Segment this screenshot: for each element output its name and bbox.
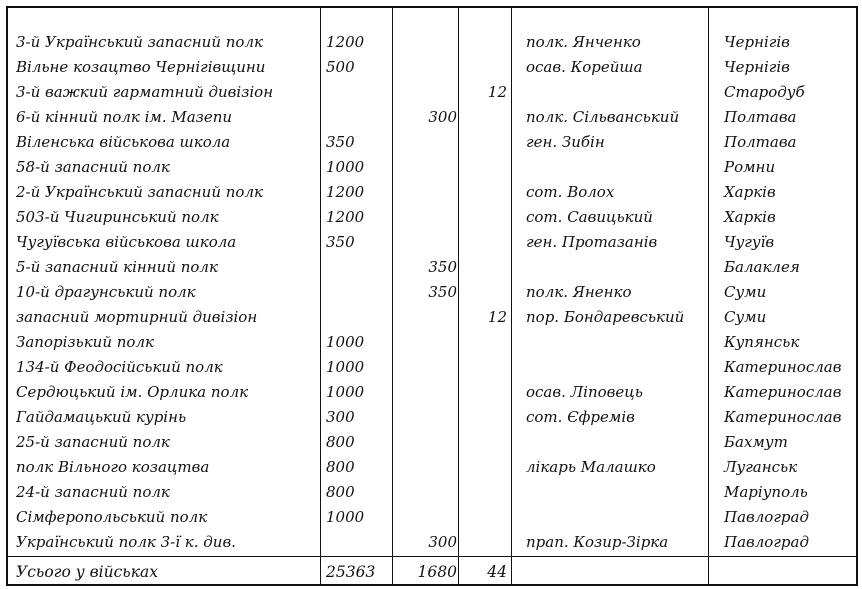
cavalry-cell [397, 130, 457, 155]
infantry-cell: 1200 [326, 183, 365, 201]
unit-cell: 25-й запасний полк [16, 433, 170, 451]
artillery-cell [463, 480, 507, 505]
troops-table [6, 6, 858, 586]
artillery-cell [463, 280, 507, 305]
cavalry-cell [397, 30, 457, 55]
table-row [8, 380, 856, 405]
city-cell: Харків [724, 183, 776, 201]
city-cell: Харків [724, 208, 776, 226]
artillery-cell [463, 380, 507, 405]
artillery-cell [463, 155, 507, 180]
city-cell: Полтава [724, 133, 797, 151]
infantry-cell: 350 [326, 233, 355, 251]
infantry-cell: 1000 [326, 358, 365, 376]
unit-cell: Сердюцький ім. Орлика полк [16, 383, 249, 401]
unit-cell: Віленська військова школа [16, 133, 231, 151]
unit-cell: Запорізький полк [16, 333, 154, 351]
table-row [8, 30, 856, 55]
unit-cell: 5-й запасний кінний полк [16, 258, 218, 276]
cavalry-cell [397, 355, 457, 380]
infantry-cell: 1000 [326, 158, 365, 176]
cavalry-cell [397, 205, 457, 230]
unit-cell: Сімферопольський полк [16, 508, 208, 526]
commander-cell: осав. Корейша [526, 58, 643, 76]
artillery-cell [463, 180, 507, 205]
city-cell: Павлоград [724, 508, 809, 526]
artillery-cell [463, 505, 507, 530]
commander-cell [518, 255, 716, 280]
commander-cell: ген. Протазанів [526, 233, 658, 251]
city-cell: Павлоград [724, 533, 809, 551]
artillery-cell [463, 130, 507, 155]
table-row [8, 505, 856, 530]
cavalry-cell [397, 430, 457, 455]
city-cell: Чернігів [724, 58, 790, 76]
cavalry-cell [397, 480, 457, 505]
infantry-cell: 1200 [326, 208, 365, 226]
unit-cell: 58-й запасний полк [16, 158, 170, 176]
artillery-cell [463, 205, 507, 230]
table-row [8, 305, 856, 330]
infantry-cell: 800 [326, 458, 355, 476]
cavalry-cell [397, 405, 457, 430]
commander-cell: лікарь Малашко [526, 458, 656, 476]
commander-cell: прап. Козир-Зірка [526, 533, 669, 551]
commander-cell [518, 330, 716, 355]
city-cell: Суми [724, 283, 767, 301]
infantry-cell: 350 [326, 133, 355, 151]
artillery-cell: 12 [487, 83, 507, 101]
artillery-cell [463, 230, 507, 255]
city-cell: Чугуїв [724, 233, 775, 251]
unit-cell: Гайдамацький курінь [16, 408, 187, 426]
commander-cell: пор. Бондаревський [526, 308, 685, 326]
commander-cell: полк. Яненко [526, 283, 632, 301]
unit-cell: 3-й важкий гарматний дивізіон [16, 83, 274, 101]
infantry-cell: 300 [326, 408, 355, 426]
table-row [8, 55, 856, 80]
commander-cell: полк. Янченко [526, 33, 641, 51]
city-cell: Бахмут [724, 433, 788, 451]
infantry-cell [326, 530, 386, 555]
unit-cell: запасний мортирний дивізіон [16, 308, 258, 326]
city-cell: Суми [724, 308, 767, 326]
cavalry-cell [397, 55, 457, 80]
infantry-cell: 1200 [326, 33, 365, 51]
table-row [8, 280, 856, 305]
infantry-cell: 1000 [326, 333, 365, 351]
commander-cell: сот. Єфремів [526, 408, 635, 426]
table-row [8, 80, 856, 105]
city-cell: Маріуполь [724, 483, 808, 501]
unit-cell: полк Вільного козацтва [16, 458, 210, 476]
city-cell: Катеринослав [724, 358, 842, 376]
infantry-cell: 800 [326, 483, 355, 501]
artillery-cell [463, 355, 507, 380]
cavalry-cell [397, 80, 457, 105]
table-row [8, 155, 856, 180]
infantry-cell [326, 80, 386, 105]
cavalry-cell [397, 230, 457, 255]
city-cell: Луганськ [724, 458, 798, 476]
city-cell: Купянськ [724, 333, 800, 351]
unit-cell: 3-й Український запасний полк [16, 33, 263, 51]
infantry-cell: 800 [326, 433, 355, 451]
unit-cell: 503-й Чигиринський полк [16, 208, 219, 226]
city-cell: Ромни [724, 158, 776, 176]
unit-cell: 10-й драгунський полк [16, 283, 196, 301]
table-row [8, 230, 856, 255]
table-row [8, 255, 856, 280]
cavalry-cell: 350 [428, 258, 457, 276]
commander-cell [518, 505, 716, 530]
city-cell: Чернігів [724, 33, 790, 51]
unit-cell: 2-й Український запасний полк [16, 183, 263, 201]
artillery-cell: 12 [487, 308, 507, 326]
table-row [8, 205, 856, 230]
commander-cell [518, 480, 716, 505]
artillery-cell [463, 30, 507, 55]
table-row [8, 455, 856, 480]
unit-cell: Вільне козацтво Чернігівщини [16, 58, 266, 76]
total-cavalry: 1680 [417, 563, 457, 581]
city-cell: Стародуб [724, 83, 805, 101]
total-row [8, 560, 856, 585]
unit-cell: 134-й Феодосійський полк [16, 358, 223, 376]
artillery-cell [463, 455, 507, 480]
cavalry-cell [397, 180, 457, 205]
commander-cell [518, 155, 716, 180]
total-divider [8, 556, 856, 557]
commander-cell: сот. Волох [526, 183, 615, 201]
artillery-cell [463, 430, 507, 455]
table-row [8, 355, 856, 380]
table-row [8, 530, 856, 555]
infantry-cell: 1000 [326, 508, 365, 526]
artillery-cell [463, 105, 507, 130]
total-artillery: 44 [487, 563, 507, 581]
table-row [8, 130, 856, 155]
commander-cell [518, 80, 716, 105]
cavalry-cell [397, 455, 457, 480]
cavalry-cell: 300 [428, 108, 457, 126]
artillery-cell [463, 55, 507, 80]
table-row [8, 480, 856, 505]
total-infantry: 25363 [326, 563, 376, 581]
commander-cell: полк. Сільванський [526, 108, 680, 126]
infantry-cell [326, 105, 386, 130]
city-cell: Катеринослав [724, 383, 842, 401]
cavalry-cell [397, 330, 457, 355]
table-row [8, 430, 856, 455]
artillery-cell [463, 530, 507, 555]
infantry-cell [326, 255, 386, 280]
infantry-cell [326, 305, 386, 330]
cavalry-cell: 300 [428, 533, 457, 551]
city-cell: Катеринослав [724, 408, 842, 426]
unit-cell: Чугуївська військова школа [16, 233, 237, 251]
commander-cell [518, 430, 716, 455]
commander-cell: ген. Зибін [526, 133, 605, 151]
unit-cell: 6-й кінний полк ім. Мазепи [16, 108, 233, 126]
commander-cell [518, 355, 716, 380]
cavalry-cell [397, 505, 457, 530]
table-row [8, 180, 856, 205]
table-row [8, 405, 856, 430]
unit-cell: 24-й запасний полк [16, 483, 170, 501]
table-row [8, 105, 856, 130]
commander-cell: сот. Савицький [526, 208, 653, 226]
artillery-cell [463, 255, 507, 280]
unit-cell: Український полк 3-ї к. див. [16, 533, 236, 551]
city-cell: Полтава [724, 108, 797, 126]
commander-cell: осав. Ліповець [526, 383, 643, 401]
cavalry-cell: 350 [428, 283, 457, 301]
city-cell: Балаклея [724, 258, 800, 276]
artillery-cell [463, 330, 507, 355]
cavalry-cell [397, 305, 457, 330]
cavalry-cell [397, 155, 457, 180]
total-label: Усього у військах [16, 563, 158, 581]
cavalry-cell [397, 380, 457, 405]
artillery-cell [463, 405, 507, 430]
infantry-cell: 1000 [326, 383, 365, 401]
table-row [8, 330, 856, 355]
infantry-cell: 500 [326, 58, 355, 76]
infantry-cell [326, 280, 386, 305]
